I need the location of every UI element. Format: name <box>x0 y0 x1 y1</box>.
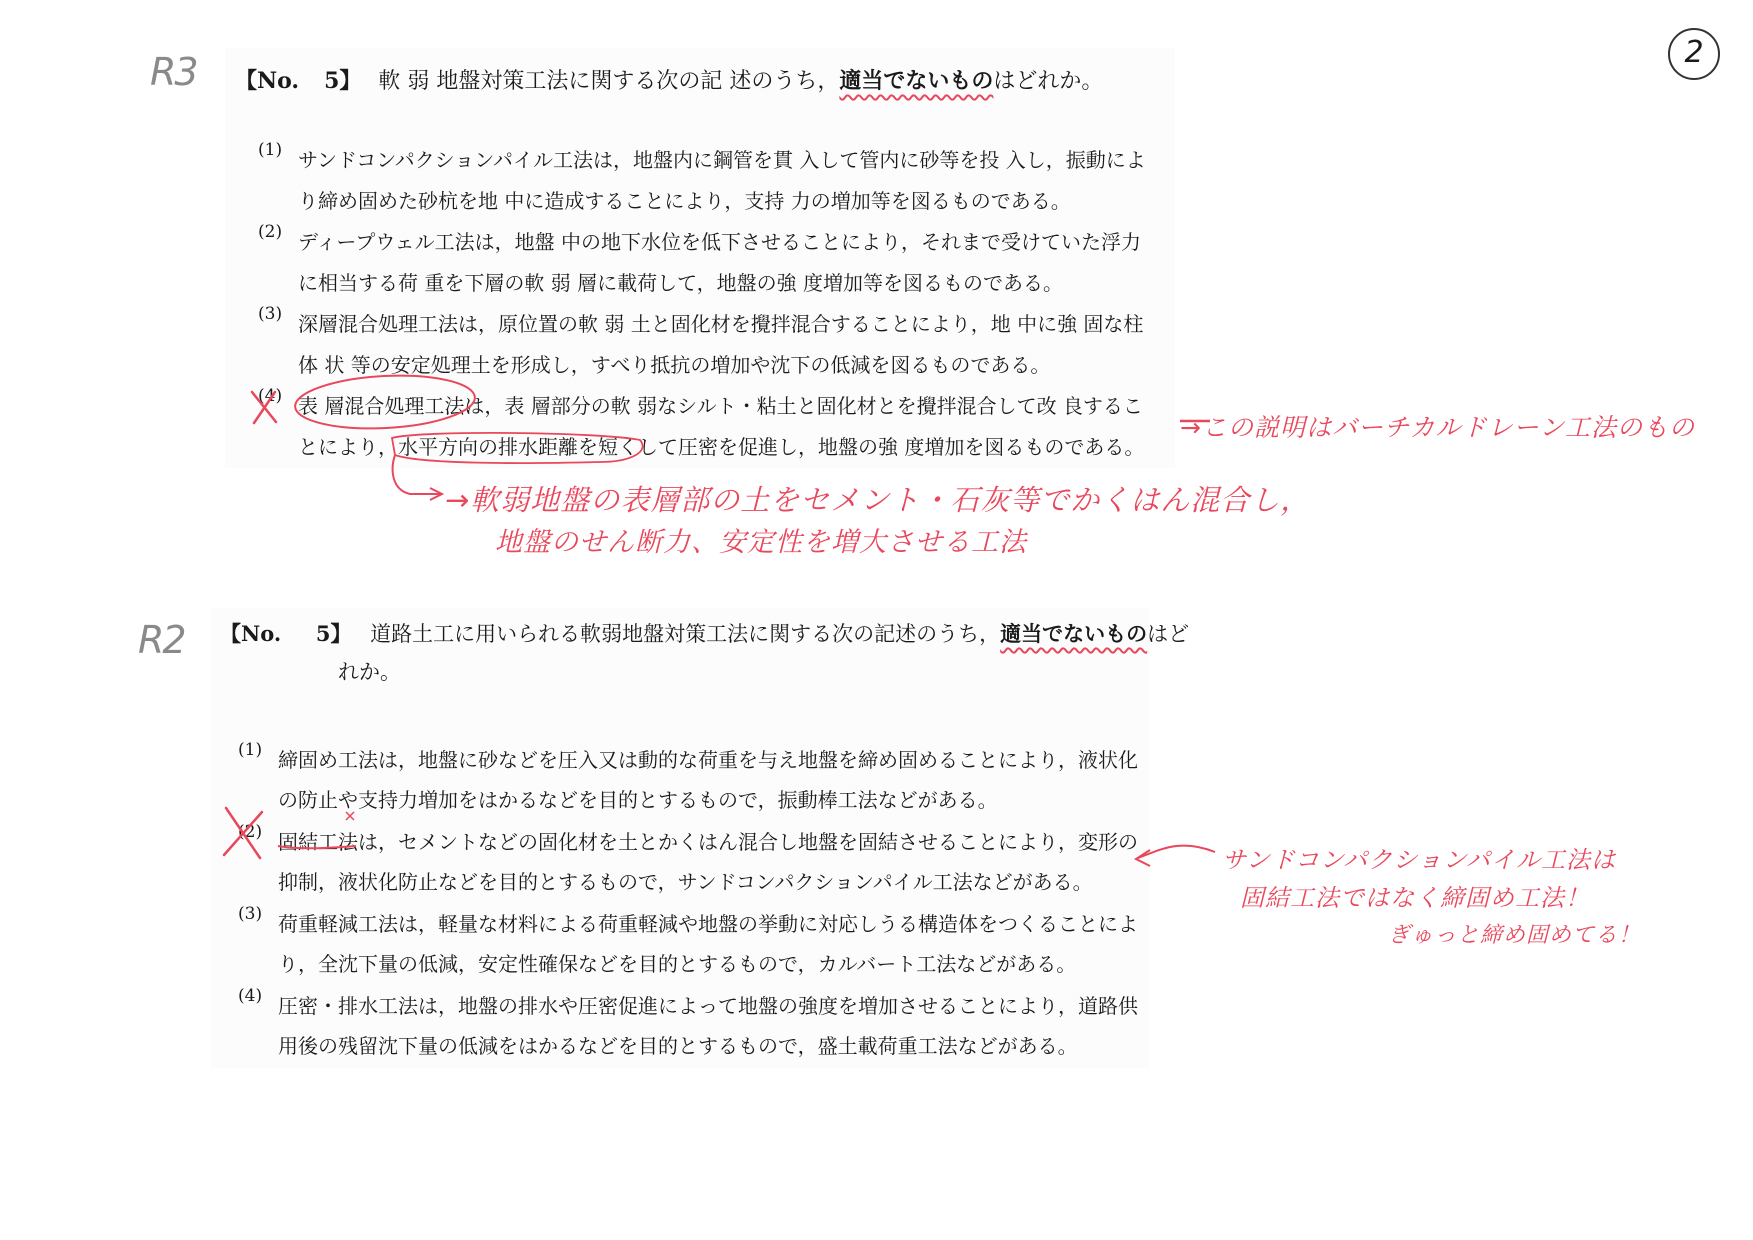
r2-choice-2-number: (2) <box>238 822 263 842</box>
r3-question-number-label: 【No. <box>235 68 300 94</box>
r2-choice-3-text: 荷重軽減工法は，軽量な材料による荷重軽減や地盤の挙動に対応しうる構造体をつくることにより，全沈下量の低減，安定性確保などを目的とするもので，カルバート工法などがある。 <box>278 912 1138 976</box>
r2-choice-1-text: 締固め工法は，地盤に砂などを圧入又は動的な荷重を与え地盤を締め固めることにより，液状化の防止や支持力増加をはかるなどを目的とするもので，振動棒工法などがある。 <box>278 748 1138 812</box>
r2-question-text-end: はど <box>1147 622 1190 646</box>
r2-choice-3-number: (3) <box>238 904 263 924</box>
r3-question-text-end: はどれか。 <box>993 69 1104 94</box>
r2-choice-2-text: 固結工法は，セメントなどの固化材を土とかくはん混合し地盤を固結させることにより，変形の抑制，液状化防止などを目的とするもので，サンドコンパクションパイル工法などがある。 <box>278 830 1138 894</box>
r2-small-x <box>346 812 354 820</box>
r2-term-underline <box>278 846 356 848</box>
r3-below-note-line2: 地盤のせん断力、安定性を増大させる工法 <box>495 527 1027 558</box>
page-number: 2 <box>1684 35 1704 70</box>
r2-question-text: 道路土工に用いられる軟弱地盤対策工法に関する次の記述のうち， <box>370 622 1001 646</box>
r2-choice-4-text: 圧密・排水工法は，地盤の排水や圧密促進によって地盤の強度を増加させることにより，道路供用後の残留沈下量の低減をはかるなどを目的とするもので，盛土載荷重工法などがある。 <box>278 994 1138 1058</box>
r3-phrase-circle <box>392 433 643 463</box>
r3-choice-4-text: 表 層混合処理工法は，表 層部分の軟 弱なシルト・粘土と固化材とを攪拌混合して改 良することにより，水平方向の排水距離を短くして圧密を促進し，地盤の強 度増加を図るものである。 <box>298 394 1145 459</box>
r2-note-line2: 固結工法ではなく締固め工法！ <box>1240 884 1590 912</box>
r2-year-tag: R2 <box>138 618 185 662</box>
r2-note-line3: ぎゅっと締め固めてる！ <box>1388 923 1642 948</box>
r3-question-emphasis: 適当でないもの <box>839 68 994 94</box>
r3-term-circle <box>294 371 476 432</box>
r3-below-note-line1: →軟弱地盤の表層部の土をセメント・石灰等でかくはん混合し， <box>445 483 1311 517</box>
r3-choice-4-cross-mark <box>252 392 276 423</box>
r3-choice-2-text: ディープウェル工法は，地盤 中の地下水位を低下させることにより，それまで受けていた浮力に相当する荷 重を下層の軟 弱 層に載荷して，地盤の強 度増加等を図るものである。 <box>298 230 1141 295</box>
r2-question-emphasis: 適当でないもの <box>1000 621 1148 646</box>
r3-choice-1-number: (1) <box>258 140 283 160</box>
r3-question-text: 軟 弱 地盤対策工法に関する次の記 述のうち， <box>378 69 840 94</box>
r2-choice-4-number: (4) <box>238 986 263 1006</box>
r2-question-line2: れか。 <box>338 660 401 684</box>
r2-question-number-label: 【No. <box>220 621 282 646</box>
r3-choice-3-number: (3) <box>258 304 283 324</box>
r3-question-number: 5】 <box>324 68 362 94</box>
r2-question-number: 5】 <box>315 621 352 646</box>
r3-choice-3-text: 深層混合処理工法は，原位置の軟 弱 土と固化材を攪拌混合することにより，地 中に強 固な柱体 状 等の安定処理土を形成し，すべり抵抗の増加や沈下の低減を図るものである。 <box>298 312 1144 377</box>
r3-year-tag: R3 <box>150 50 197 94</box>
r2-note-line1: サンドコンパクションパイル工法は <box>1222 846 1616 874</box>
r3-choice-2-number: (2) <box>258 222 283 242</box>
r3-choice-1-text: サンドコンパクションパイル工法は，地盤内に鋼管を貫 入して管内に砂等を投 入し，振動により締め固めた砂杭を地 中に造成することにより，支持 力の増加等を図るものである。 <box>298 148 1146 213</box>
r3-choice-4-number: (4) <box>258 386 283 406</box>
r2-choice-2-cross-mark <box>224 808 262 858</box>
r2-note-arrow <box>1138 846 1215 858</box>
r2-choice-1-number: (1) <box>238 740 263 760</box>
r3-side-note: →この説明はバーチカルドレーン工法のもの <box>1180 413 1695 442</box>
